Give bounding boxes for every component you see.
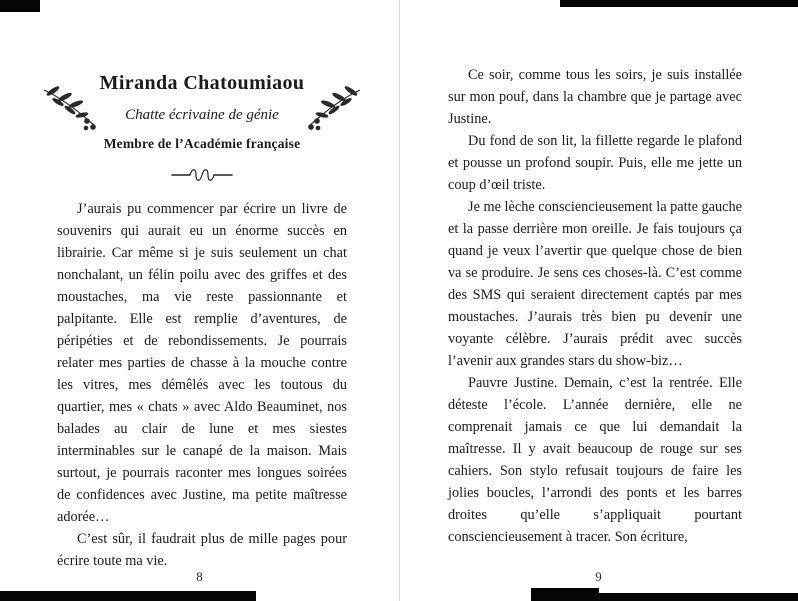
olive-branch-right-icon — [305, 84, 363, 132]
paragraph: J’aurais pu commencer par écrire un livre de souvenirs qui aurait eu un énorme succès en librairie. Car même si je suis seulement un chat nonchalant, un félin poilu avec des griffes et des moustaches, ma vie reste passionnante et palpitante. Elle est remplie d’aventures, de péripéties et de rebondissements. Je pourrais relater mes parties de chasse à la mouche contre les vitres, mes démêlés avec les toutous du quartier, mes « chats » avec Aldo Beauminet, nos balades au clair de lune et mes siestes interminables sur le canapé de la maison. Mais surtout, je pourrais raconter mes longues soirées de confidences avec Justine, ma petite maîtresse adorée… — [57, 201, 347, 525]
page-gutter — [399, 0, 400, 601]
paragraph: C’est sûr, il faudrait plus de mille pages pour écrire toute ma vie. — [57, 531, 347, 569]
chapter-affiliation: Membre de l’Académie française — [103, 136, 301, 151]
scan-edge-bottom-left — [0, 591, 256, 601]
page-right — [399, 0, 798, 601]
paragraph: Pauvre Justine. Demain, c’est la rentrée. Elle déteste l’école. L’année dernière, elle ne comprenait jamais ce que lui demandait la maîtresse. Il y avait beaucoup de rouge sur ses cahiers. Son stylo refusait toujours de faire les jolies boucles, l’arrondi des ponts et les barres droites qu’elle s’appliquait pourtant consciencieusement à tracer. Son écriture, — [448, 375, 742, 545]
right-page-body — [448, 64, 742, 548]
left-page-body — [57, 198, 347, 572]
scan-edge-bottom-middle — [531, 588, 599, 601]
page-number-right: 9 — [595, 569, 602, 584]
scan-edge-top-left — [0, 0, 40, 12]
paragraph: Ce soir, comme tous les soirs, je suis installée sur mon pouf, dans la chambre que je partage avec Justine. — [448, 67, 742, 127]
scan-edge-bottom-right — [599, 593, 798, 601]
olive-branch-left-icon — [41, 84, 99, 132]
page-number-left: 8 — [196, 569, 203, 584]
chapter-header — [57, 70, 347, 153]
paragraph: Du fond de son lit, la fillette regarde le plafond et pousse un profond soupir. Puis, elle me jette un coup d’œil triste. — [448, 133, 742, 193]
paragraph: Je me lèche consciencieusement la patte gauche et la passe derrière mon oreille. Je fais toujours ça quand je veux l’avertir que quelque chose de bien va se produire. Je sens ces choses-là. C’est comme des SMS qui seraient directement captés par mes moustaches. J’aurais très bien pu devenir une voyante célèbre. J’aurais prédit avec succès l’avenir aux grandes stars du show-biz… — [448, 199, 742, 369]
divider-flourish-icon — [57, 168, 347, 184]
scan-edge-top-right — [560, 0, 798, 7]
chapter-subtitle: Chatte écrivaine de génie — [125, 107, 279, 123]
chapter-title: Miranda Chatoumiaou — [99, 72, 305, 94]
chapter-header-text — [57, 70, 347, 153]
